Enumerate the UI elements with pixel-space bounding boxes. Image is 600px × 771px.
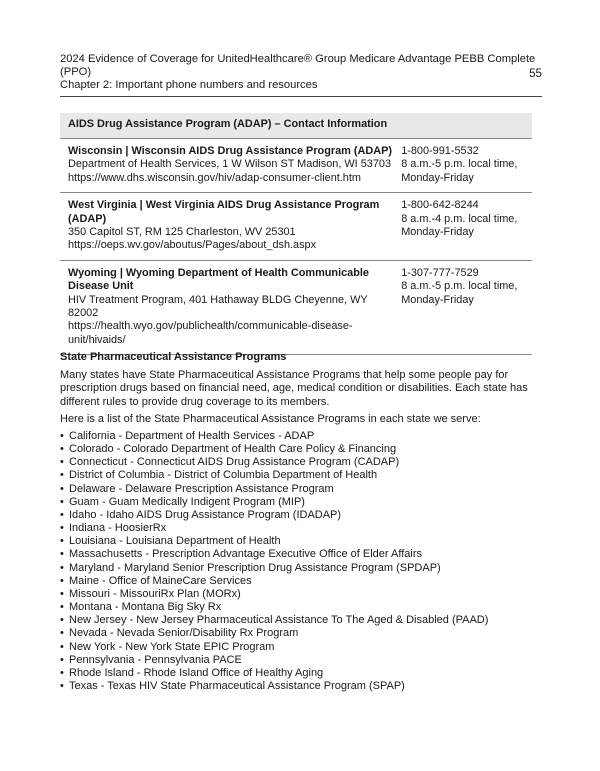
program-name: West Virginia | West Virginia AIDS Drug Assistance Program (ADAP): [68, 199, 380, 225]
list-item: • Nevada - Nevada Senior/Disability Rx Program: [60, 627, 540, 640]
list-item: • Louisiana - Louisiana Department of Health: [60, 535, 540, 548]
program-days: Monday-Friday: [401, 226, 474, 239]
document-title-cont: (PPO): [60, 66, 92, 79]
program-address: 350 Capitol ST, RM 125 Charleston, WV 25301: [68, 226, 296, 239]
list-item: • Rhode Island - Rhode Island Office of Healthy Aging: [60, 667, 540, 680]
list-item: • New Jersey - New Jersey Pharmaceutical Assistance To The Aged & Disabled (PAAD): [60, 614, 540, 627]
page-header: [60, 53, 542, 93]
program-url[interactable]: https://oeps.wv.gov/aboutus/Pages/about_dsh.aspx: [68, 239, 317, 252]
list-item: • Massachusetts - Prescription Advantage Executive Office of Elder Affairs: [60, 548, 540, 561]
adap-contact-table: [60, 113, 532, 355]
program-url[interactable]: https://www.dhs.wisconsin.gov/hiv/adap-consumer-client.htm: [68, 171, 361, 184]
program-phone: 1-307-777-7529: [401, 266, 479, 279]
program-hours: 8 a.m.-5 p.m. local time,: [401, 158, 518, 171]
list-item: • Idaho - Idaho AIDS Drug Assistance Program (IDADAP): [60, 509, 540, 522]
section-paragraph: Many states have State Pharmaceutical Assistance Programs that help some people pay for prescription drugs based on financial need, age, medical condition or disabilities. Each state has different rules to provide drug coverage to its members.: [60, 369, 528, 408]
list-item: • Maryland - Maryland Senior Prescription Drug Assistance Program (SPDAP): [60, 562, 540, 575]
list-item: • District of Columbia - District of Columbia Department of Health: [60, 469, 540, 482]
table-header: AIDS Drug Assistance Program (ADAP) – Contact Information: [60, 113, 532, 139]
section-paragraph: Here is a list of the State Pharmaceutical Assistance Programs in each state we serve:: [60, 412, 481, 425]
section-heading: State Pharmaceutical Assistance Programs: [60, 351, 287, 363]
state-program-list: [60, 430, 540, 693]
spap-section: [60, 351, 540, 693]
list-item: • Connecticut - Connecticut AIDS Drug Assistance Program (CADAP): [60, 456, 540, 469]
table-row: [60, 193, 532, 261]
list-item: • Pennsylvania - Pennsylvania PACE: [60, 654, 540, 667]
program-name: Wyoming | Wyoming Department of Health Communicable Disease Unit: [68, 266, 369, 293]
list-item: • New York - New York State EPIC Program: [60, 641, 540, 654]
list-item: • California - Department of Health Services - ADAP: [60, 430, 540, 443]
table-row: [60, 261, 532, 355]
table-row: [60, 139, 532, 193]
page-number: 55: [529, 67, 542, 81]
list-item: • Colorado - Colorado Department of Health Care Policy & Financing: [60, 443, 540, 456]
list-item: • Texas - Texas HIV State Pharmaceutical Assistance Program (SPAP): [60, 680, 540, 693]
list-item: • Maine - Office of MaineCare Services: [60, 575, 540, 588]
list-item: • Delaware - Delaware Prescription Assistance Program: [60, 483, 540, 496]
document-title: 2024 Evidence of Coverage for UnitedHealthcare® Group Medicare Advantage PEBB Complete: [60, 53, 536, 65]
list-item: • Montana - Montana Big Sky Rx: [60, 601, 540, 614]
list-item: • Guam - Guam Medically Indigent Program (MIP): [60, 496, 540, 509]
header-divider: [60, 96, 542, 97]
program-url[interactable]: https://health.wyo.gov/publichealth/communicable-disease-unit/hivaids/: [68, 320, 353, 346]
program-address: Department of Health Services, 1 W Wilson ST Madison, WI 53703: [68, 158, 392, 171]
program-days: Monday-Friday: [401, 171, 474, 184]
program-phone: 1-800-642-8244: [401, 199, 479, 212]
program-hours: 8 a.m.-5 p.m. local time,: [401, 280, 518, 293]
list-item: • Indiana - HoosierRx: [60, 522, 540, 535]
program-address: HIV Treatment Program, 401 Hathaway BLDG Cheyenne, WY 82002: [68, 293, 368, 320]
program-days: Monday-Friday: [401, 293, 474, 306]
list-item: • Missouri - MissouriRx Plan (MORx): [60, 588, 540, 601]
program-hours: 8 a.m.-4 p.m. local time,: [401, 212, 518, 225]
program-phone: 1-800-991-5532: [401, 145, 479, 157]
chapter-title: Chapter 2: Important phone numbers and resources: [60, 79, 318, 92]
program-name: Wisconsin | Wisconsin AIDS Drug Assistance Program (ADAP): [68, 145, 392, 157]
